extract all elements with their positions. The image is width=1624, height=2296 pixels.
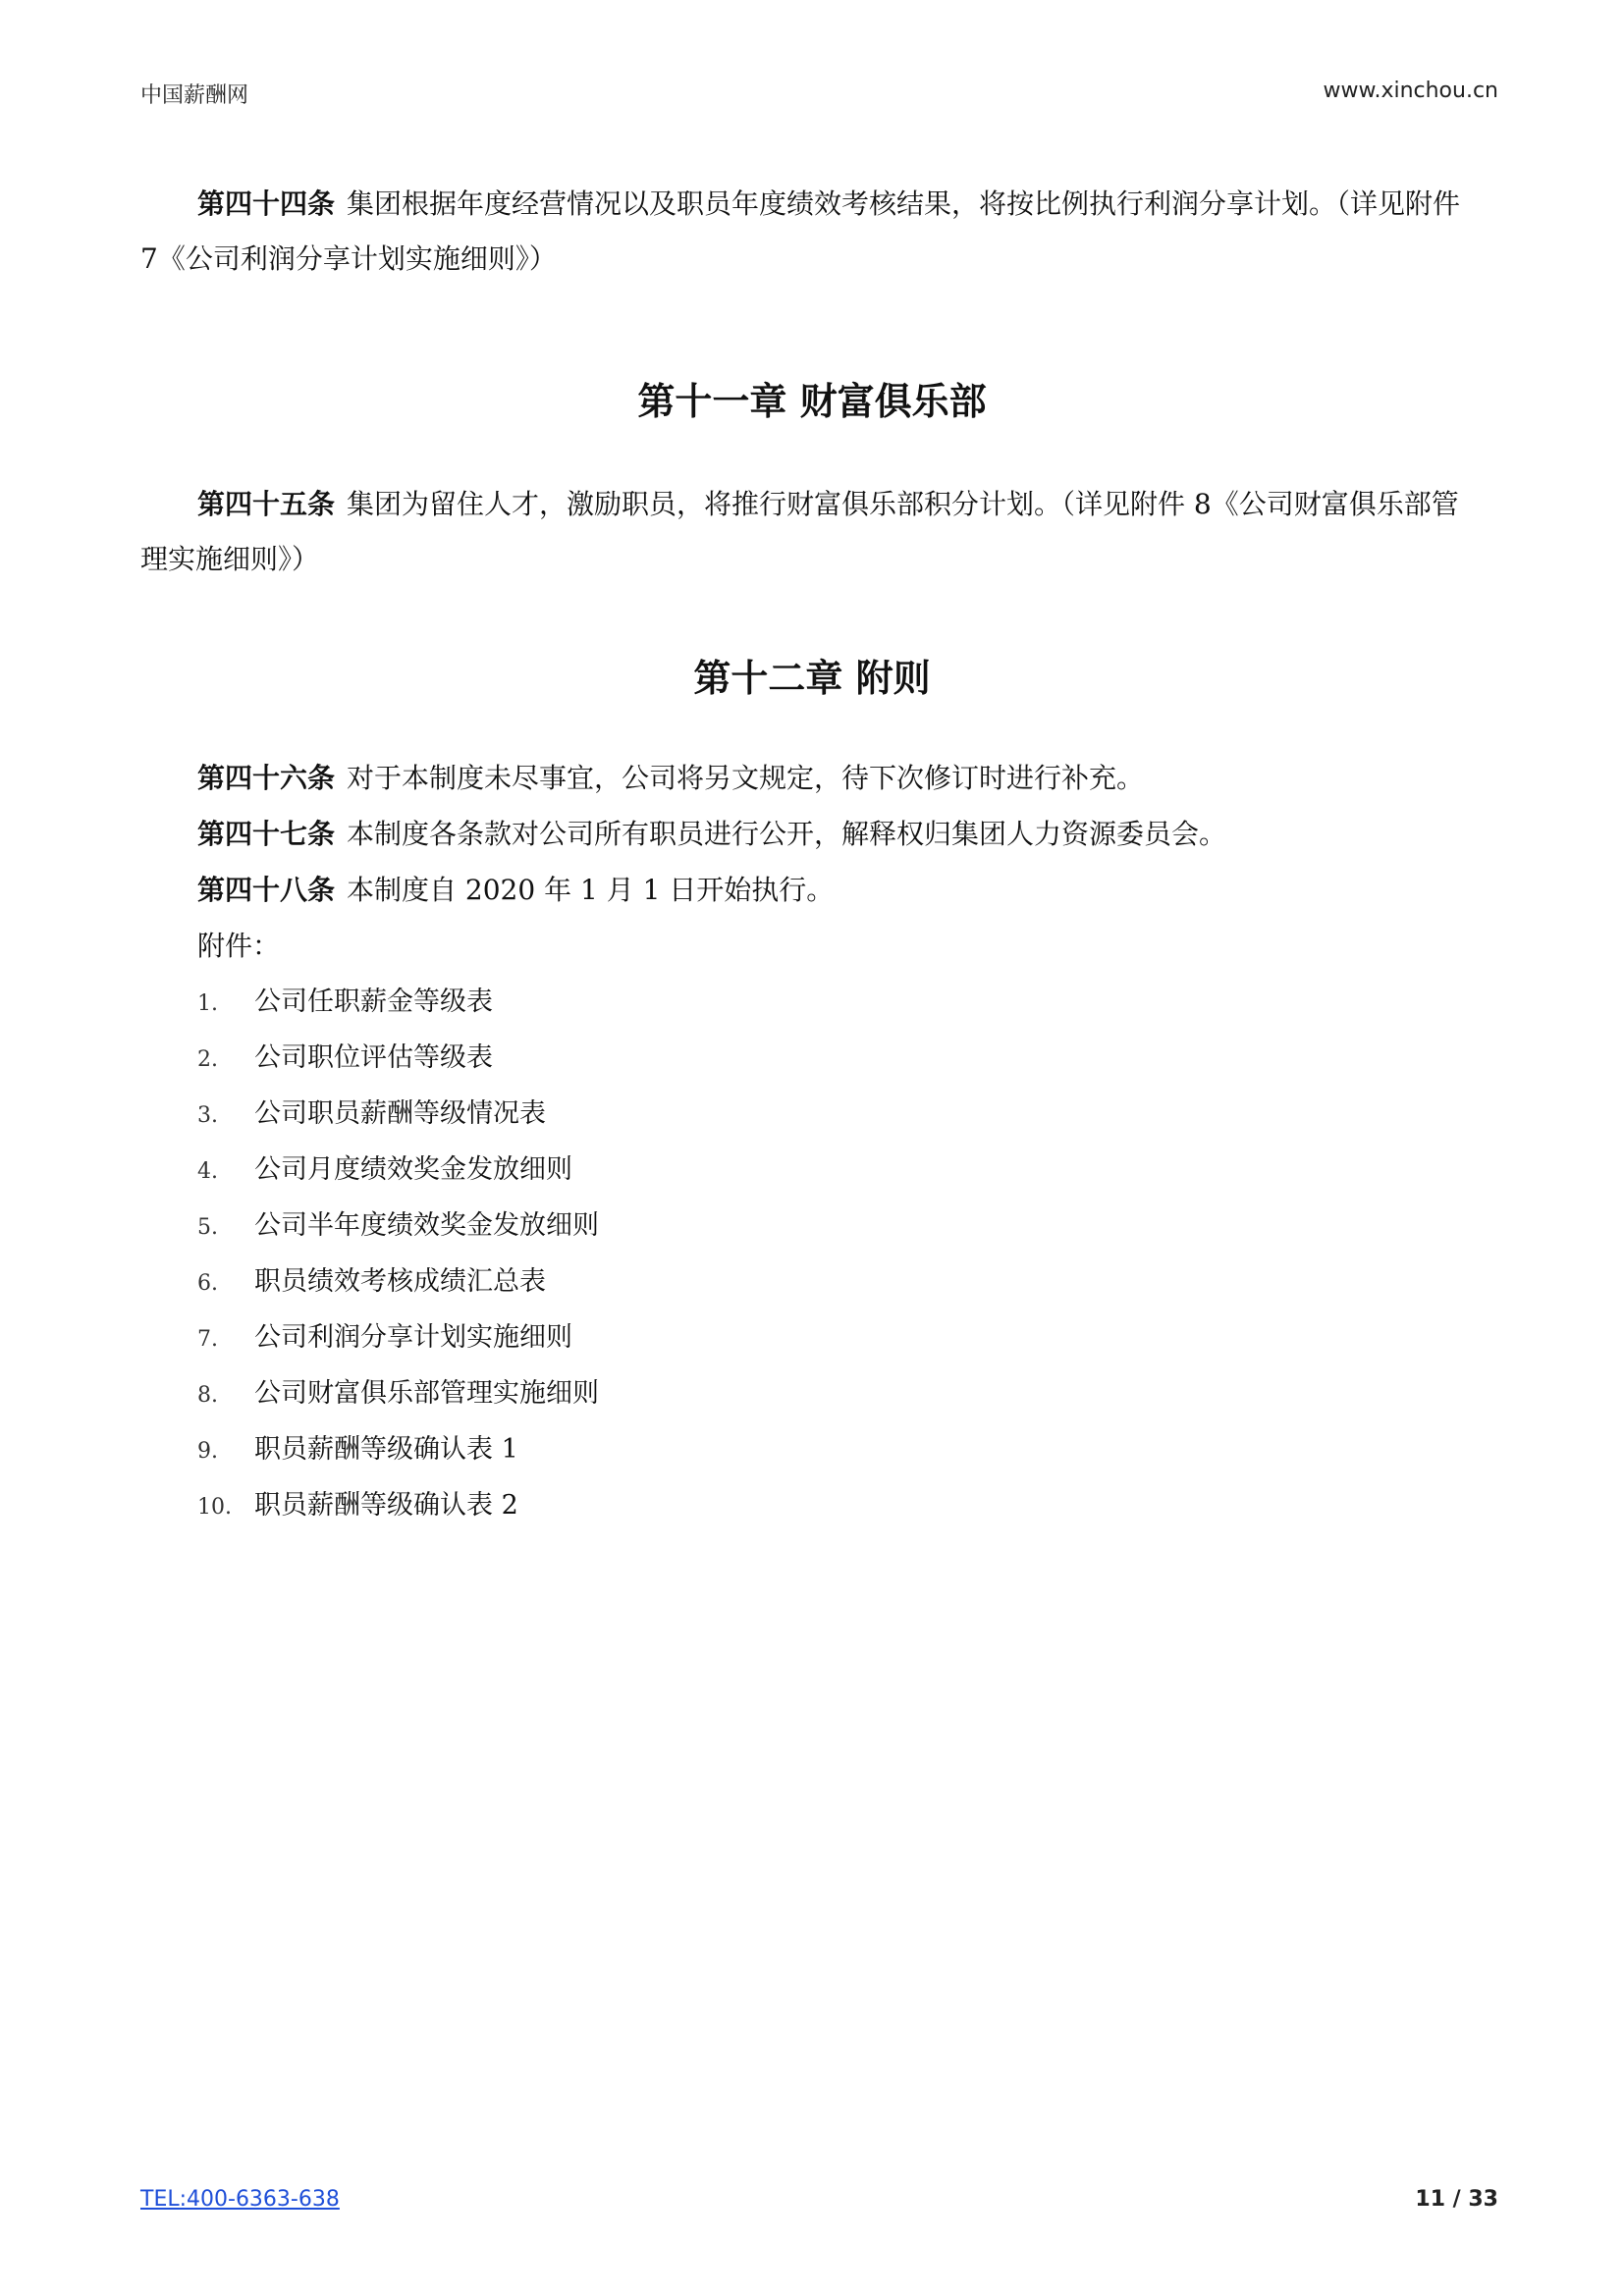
- article-45: [140, 477, 1466, 587]
- attachment-number: 9.: [197, 1439, 218, 1464]
- header-site-name: 中国薪酬网: [140, 83, 249, 108]
- chapter-11-title: 第十一章 财富俱乐部: [637, 380, 987, 423]
- header-site-url[interactable]: www.xinchou.cn: [1323, 79, 1498, 103]
- article-48-text: 本制度自 2020 年 1 月 1 日开始执行。: [347, 874, 835, 906]
- attachment-text: 公司月度绩效奖金发放细则: [254, 1154, 572, 1185]
- article-47: [197, 815, 1226, 854]
- attachment-item: [197, 983, 493, 1024]
- article-47-label: 第四十七条: [197, 818, 336, 850]
- attachment-item: [197, 1430, 518, 1471]
- article-46-label: 第四十六条: [197, 762, 336, 794]
- attachment-text: 公司任职薪金等级表: [254, 987, 493, 1017]
- attachment-number: 6.: [197, 1271, 218, 1296]
- attachment-number: 10.: [197, 1495, 232, 1520]
- attachment-number: 8.: [197, 1383, 218, 1408]
- attachment-item: [197, 1318, 572, 1360]
- attachment-text: 职员薪酬等级确认表 2: [254, 1490, 518, 1521]
- chapter-12-title: 第十二章 附则: [693, 657, 931, 700]
- attachment-item: [197, 1262, 546, 1304]
- article-48-label: 第四十八条: [197, 874, 336, 906]
- article-45-text: 集团为留住人才，激励职员，将推行财富俱乐部积分计划。（详见附件 8《公司财富俱乐部管理实施细则》）: [140, 488, 1459, 575]
- article-46: [197, 759, 1144, 798]
- attachment-number: 2.: [197, 1047, 218, 1072]
- attachment-text: 职员绩效考核成绩汇总表: [254, 1266, 546, 1297]
- article-44-text: 集团根据年度经营情况以及职员年度绩效考核结果，将按比例执行利润分享计划。（详见附件 7《公司利润分享计划实施细则》）: [140, 187, 1461, 275]
- attachment-text: 公司职位评估等级表: [254, 1042, 493, 1073]
- article-48: [197, 871, 834, 910]
- attachment-item: [197, 1150, 572, 1192]
- attachment-item: [197, 1095, 546, 1136]
- attachment-number: 3.: [197, 1103, 218, 1128]
- attachment-text: 公司半年度绩效奖金发放细则: [254, 1210, 599, 1241]
- attachment-item: [197, 1374, 599, 1415]
- attachment-number: 7.: [197, 1327, 218, 1352]
- article-45-label: 第四十五条: [197, 488, 336, 520]
- page-number: 11 / 33: [1415, 2187, 1498, 2212]
- article-47-text: 本制度各条款对公司所有职员进行公开，解释权归集团人力资源委员会。: [347, 818, 1227, 850]
- article-46-text: 对于本制度未尽事宜，公司将另文规定，待下次修订时进行补充。: [347, 762, 1145, 794]
- footer-phone-link[interactable]: TEL:400-6363-638: [140, 2187, 340, 2212]
- article-44-label: 第四十四条: [197, 187, 336, 220]
- attachment-text: 公司利润分享计划实施细则: [254, 1322, 572, 1353]
- article-44: [140, 177, 1466, 287]
- attachment-item: [197, 1206, 599, 1248]
- attachment-item: [197, 1039, 493, 1080]
- attachment-number: 5.: [197, 1215, 218, 1240]
- attachment-item: [197, 1486, 518, 1527]
- attachment-number: 4.: [197, 1159, 218, 1184]
- attachments-title: 附件：: [197, 930, 281, 962]
- attachment-text: 公司职员薪酬等级情况表: [254, 1098, 546, 1129]
- attachment-text: 公司财富俱乐部管理实施细则: [254, 1378, 599, 1409]
- attachment-number: 1.: [197, 991, 218, 1016]
- attachment-text: 职员薪酬等级确认表 1: [254, 1434, 518, 1465]
